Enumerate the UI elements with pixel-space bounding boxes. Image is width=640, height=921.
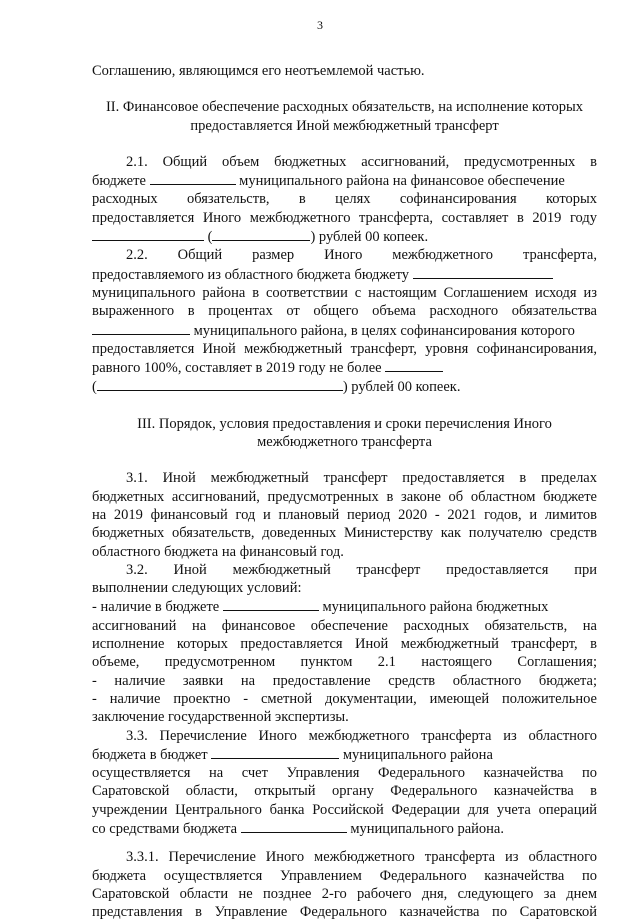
blank-field <box>223 597 319 611</box>
blank-field <box>211 745 339 759</box>
page-number: 3 <box>317 18 323 32</box>
paragraph-3-3-1: 3.3.1. Перечисление Иного межбюджетного трансферта из областного бюджета осуществляется Управлением Федерального казначейства по Саратовской области не позднее 2-го рабочего дня, следующего за днем представления в Управление Федерального казначейства по Саратовской <box>92 849 597 921</box>
intro-line: Соглашению, являющимся его неотъемлемой частью. <box>92 63 425 79</box>
blank-field <box>241 819 347 833</box>
paragraph-3-2: 3.2. Иной межбюджетный трансферт предоставляется при выполнении следующих условий: - наличие в бюджете муниципального района бюджетных ассигнований на финансовое обеспечение расходных обязательств, на исполнение которых предоставляется Иной межбюджетный трансферт, в объеме, предусмотренном пунктом 2.1 настоящего Соглашения; - наличие заявки на предоставление средств областного бюджета; - наличие проектно - сметной документации, имеющей положительное заключение государственной экспертизы. <box>92 561 597 726</box>
blank-field <box>92 227 204 241</box>
paragraph-2-2: 2.2. Общий размер Иного межбюджетного трансферта, предоставляемого из областного бюджета бюджету муниципального района в соответствии с настоящим Соглашением исходя из выраженного в процентах от общего объема расходного обязательства муниципального района, в целях софинансирования которого предоставляется Иной межбюджетный трансферт, уровня софинансирования, равного 100%, составляет в 2019 году не более ( ) рублей 00 копеек. <box>92 247 597 396</box>
section-3-title: III. Порядок, условия предоставления и сроки перечисления Иного межбюджетного трансферта <box>137 415 552 451</box>
paragraph-2-1: 2.1. Общий объем бюджетных ассигнований, предусмотренных в бюджете муниципального района на финансовое обеспечение расходных обязательств, в целях софинансирования которых предоставляется Иного межбюджетного трансферта, составляет в 2019 году ( ) рублей 00 копеек. <box>92 153 597 246</box>
blank-field <box>212 227 310 241</box>
blank-field <box>413 265 553 279</box>
paragraph-3-1: 3.1. Иной межбюджетный трансферт предоставляется в пределах бюджетных ассигнований, предусмотренных в законе об областном бюджете на 2019 финансовый год и плановый период 2020 - 2021 годов, и лимитов бюджетных обязательств, доведенных Министерству как получателю средств областного бюджета на финансовый год. <box>92 470 597 560</box>
paragraph-3-3: 3.3. Перечисление Иного межбюджетного трансферта из областного бюджета в бюджет муниципального района осуществляется на счет Управления Федерального казначейства по Саратовской области, открытый органу Федерального казначейства в учреждении Центрального банка Российской Федерации для учета операций со средствами бюджета муниципального района. <box>92 727 597 837</box>
document-body <box>92 62 597 921</box>
blank-field <box>385 358 443 372</box>
section-2-title: II. Финансовое обеспечение расходных обязательств, на исполнение которых предоставляется Иной межбюджетный трансферт <box>105 99 584 134</box>
blank-field <box>92 321 190 335</box>
blank-field <box>150 171 236 185</box>
blank-field <box>97 377 343 391</box>
